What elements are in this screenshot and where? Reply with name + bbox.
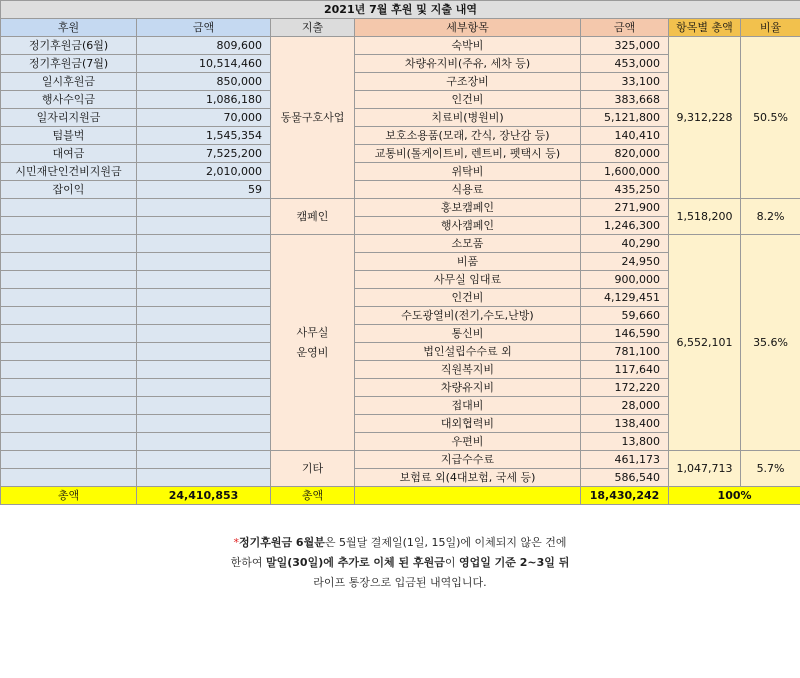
memo-line-1 xyxy=(0,533,800,553)
detail-item: 위탁비 xyxy=(355,163,581,181)
donation-empty xyxy=(137,199,271,217)
detail-amount: 40,290 xyxy=(581,235,669,253)
donation-empty xyxy=(1,253,137,271)
detail-item: 접대비 xyxy=(355,397,581,415)
donation-amount: 7,525,200 xyxy=(137,145,271,163)
expense-total-label: 총액 xyxy=(271,487,355,505)
donation-total-label: 총액 xyxy=(1,487,137,505)
donation-amount: 2,010,000 xyxy=(137,163,271,181)
donation-empty xyxy=(1,271,137,289)
detail-amount: 453,000 xyxy=(581,55,669,73)
detail-item: 치료비(병원비) xyxy=(355,109,581,127)
donation-empty xyxy=(137,253,271,271)
header-category-total: 항목별 총액 xyxy=(669,19,741,37)
donation-name: 시민재단인건비지원금 xyxy=(1,163,137,181)
expense-category: 사무실 운영비 xyxy=(271,235,355,451)
memo-line-3: 라이프 통장으로 입금된 내역입니다. xyxy=(313,576,487,589)
memo-bold-6: 영업일 기준 2~3일 뒤 xyxy=(458,556,570,569)
detail-item: 구조장비 xyxy=(355,73,581,91)
detail-item: 인건비 xyxy=(355,289,581,307)
detail-item: 지급수수료 xyxy=(355,451,581,469)
expense-total-empty xyxy=(355,487,581,505)
table-body xyxy=(1,1,800,505)
donation-empty xyxy=(137,451,271,469)
donation-amount: 59 xyxy=(137,181,271,199)
header-detail: 세부항목 xyxy=(355,19,581,37)
detail-amount: 271,900 xyxy=(581,199,669,217)
donation-empty xyxy=(1,361,137,379)
donation-name: 정기후원금(6월) xyxy=(1,37,137,55)
donation-empty xyxy=(137,415,271,433)
footnote-memo xyxy=(0,533,800,593)
detail-item: 식용료 xyxy=(355,181,581,199)
detail-amount: 138,400 xyxy=(581,415,669,433)
category-total: 6,552,101 xyxy=(669,235,741,451)
detail-item: 소모품 xyxy=(355,235,581,253)
header-donation-amount: 금액 xyxy=(137,19,271,37)
donation-empty xyxy=(137,361,271,379)
donation-empty xyxy=(1,235,137,253)
detail-item: 보험료 외(4대보험, 국세 등) xyxy=(355,469,581,487)
donation-name: 잡이익 xyxy=(1,181,137,199)
donation-name: 대여금 xyxy=(1,145,137,163)
memo-text-5: 이 xyxy=(444,556,459,569)
donation-empty xyxy=(1,325,137,343)
donation-empty xyxy=(1,433,137,451)
header-ratio: 비율 xyxy=(741,19,800,37)
detail-item: 우편비 xyxy=(355,433,581,451)
donation-empty xyxy=(137,343,271,361)
detail-item: 인건비 xyxy=(355,91,581,109)
donation-empty xyxy=(137,325,271,343)
donation-empty xyxy=(137,469,271,487)
category-ratio: 35.6% xyxy=(741,235,800,451)
donation-amount: 10,514,460 xyxy=(137,55,271,73)
donation-empty xyxy=(1,199,137,217)
detail-item: 차량유지비(주유, 세차 등) xyxy=(355,55,581,73)
title-row xyxy=(1,1,800,19)
header-expense: 지출 xyxy=(271,19,355,37)
detail-item: 보호소용품(모래, 간식, 장난감 등) xyxy=(355,127,581,145)
header-detail-amount: 금액 xyxy=(581,19,669,37)
memo-star: * xyxy=(233,536,239,549)
donation-total: 24,410,853 xyxy=(137,487,271,505)
detail-amount: 435,250 xyxy=(581,181,669,199)
donation-empty xyxy=(1,307,137,325)
donation-empty xyxy=(1,397,137,415)
detail-amount: 28,000 xyxy=(581,397,669,415)
detail-item: 법인설립수수료 외 xyxy=(355,343,581,361)
donation-empty xyxy=(1,469,137,487)
detail-item: 대외협력비 xyxy=(355,415,581,433)
detail-amount: 172,220 xyxy=(581,379,669,397)
ratio-total: 100% xyxy=(669,487,800,505)
detail-item: 숙박비 xyxy=(355,37,581,55)
detail-item: 차량유지비 xyxy=(355,379,581,397)
totals-row xyxy=(1,487,800,505)
memo-line-2 xyxy=(0,553,800,573)
table-row xyxy=(1,235,800,253)
category-total: 1,518,200 xyxy=(669,199,741,235)
header-donation: 후원 xyxy=(1,19,137,37)
donation-empty xyxy=(137,235,271,253)
donation-empty xyxy=(1,217,137,235)
expense-category: 동물구호사업 xyxy=(271,37,355,199)
category-ratio: 8.2% xyxy=(741,199,800,235)
detail-amount: 900,000 xyxy=(581,271,669,289)
detail-amount: 586,540 xyxy=(581,469,669,487)
category-ratio: 50.5% xyxy=(741,37,800,199)
detail-item: 비품 xyxy=(355,253,581,271)
detail-amount: 5,121,800 xyxy=(581,109,669,127)
detail-amount: 781,100 xyxy=(581,343,669,361)
table-row xyxy=(1,37,800,55)
detail-item: 사무실 임대료 xyxy=(355,271,581,289)
donation-amount: 70,000 xyxy=(137,109,271,127)
detail-amount: 24,950 xyxy=(581,253,669,271)
detail-item: 홍보캠페인 xyxy=(355,199,581,217)
donation-empty xyxy=(1,343,137,361)
memo-bold-4: 말일(30일)에 추가로 이체 된 후원금 xyxy=(266,556,445,569)
category-total: 9,312,228 xyxy=(669,37,741,199)
donation-empty xyxy=(137,397,271,415)
detail-amount: 1,600,000 xyxy=(581,163,669,181)
memo-text-2: 은 5월달 결제일(1일, 15일)에 이체되지 않은 건에 xyxy=(324,536,567,549)
donation-empty xyxy=(137,307,271,325)
memo-bold-1: 정기후원금 6월분 xyxy=(238,536,325,549)
detail-item: 통신비 xyxy=(355,325,581,343)
detail-amount: 13,800 xyxy=(581,433,669,451)
detail-amount: 33,100 xyxy=(581,73,669,91)
detail-item: 행사캠페인 xyxy=(355,217,581,235)
memo-text-3: 한하여 xyxy=(230,556,266,569)
expense-category: 캠페인 xyxy=(271,199,355,235)
detail-amount: 383,668 xyxy=(581,91,669,109)
header-row xyxy=(1,19,800,37)
category-total: 1,047,713 xyxy=(669,451,741,487)
detail-amount: 1,246,300 xyxy=(581,217,669,235)
detail-amount: 59,660 xyxy=(581,307,669,325)
donation-name: 일자리지원금 xyxy=(1,109,137,127)
detail-amount: 820,000 xyxy=(581,145,669,163)
detail-amount: 325,000 xyxy=(581,37,669,55)
detail-amount: 140,410 xyxy=(581,127,669,145)
table-title: 2021년 7월 후원 및 지출 내역 xyxy=(1,1,800,19)
table-row xyxy=(1,199,800,217)
table-row xyxy=(1,451,800,469)
donation-empty xyxy=(1,289,137,307)
detail-item: 수도광열비(전기,수도,난방) xyxy=(355,307,581,325)
expense-category: 기타 xyxy=(271,451,355,487)
donation-amount: 850,000 xyxy=(137,73,271,91)
donation-empty xyxy=(137,379,271,397)
donation-empty xyxy=(1,379,137,397)
detail-amount: 146,590 xyxy=(581,325,669,343)
donation-empty xyxy=(1,415,137,433)
donation-amount: 1,086,180 xyxy=(137,91,271,109)
donation-empty xyxy=(137,271,271,289)
detail-amount: 4,129,451 xyxy=(581,289,669,307)
detail-item: 교통비(톨게이트비, 렌트비, 펫택시 등) xyxy=(355,145,581,163)
donation-name: 행사수익금 xyxy=(1,91,137,109)
donation-empty xyxy=(137,217,271,235)
detail-amount: 461,173 xyxy=(581,451,669,469)
donation-name: 일시후원금 xyxy=(1,73,137,91)
donation-name: 정기후원금(7월) xyxy=(1,55,137,73)
donation-amount: 809,600 xyxy=(137,37,271,55)
detail-amount: 117,640 xyxy=(581,361,669,379)
donation-empty xyxy=(137,289,271,307)
donation-empty xyxy=(1,451,137,469)
donation-amount: 1,545,354 xyxy=(137,127,271,145)
donation-name: 텀블벅 xyxy=(1,127,137,145)
expense-total: 18,430,242 xyxy=(581,487,669,505)
donation-empty xyxy=(137,433,271,451)
detail-item: 직원복지비 xyxy=(355,361,581,379)
category-ratio: 5.7% xyxy=(741,451,800,487)
